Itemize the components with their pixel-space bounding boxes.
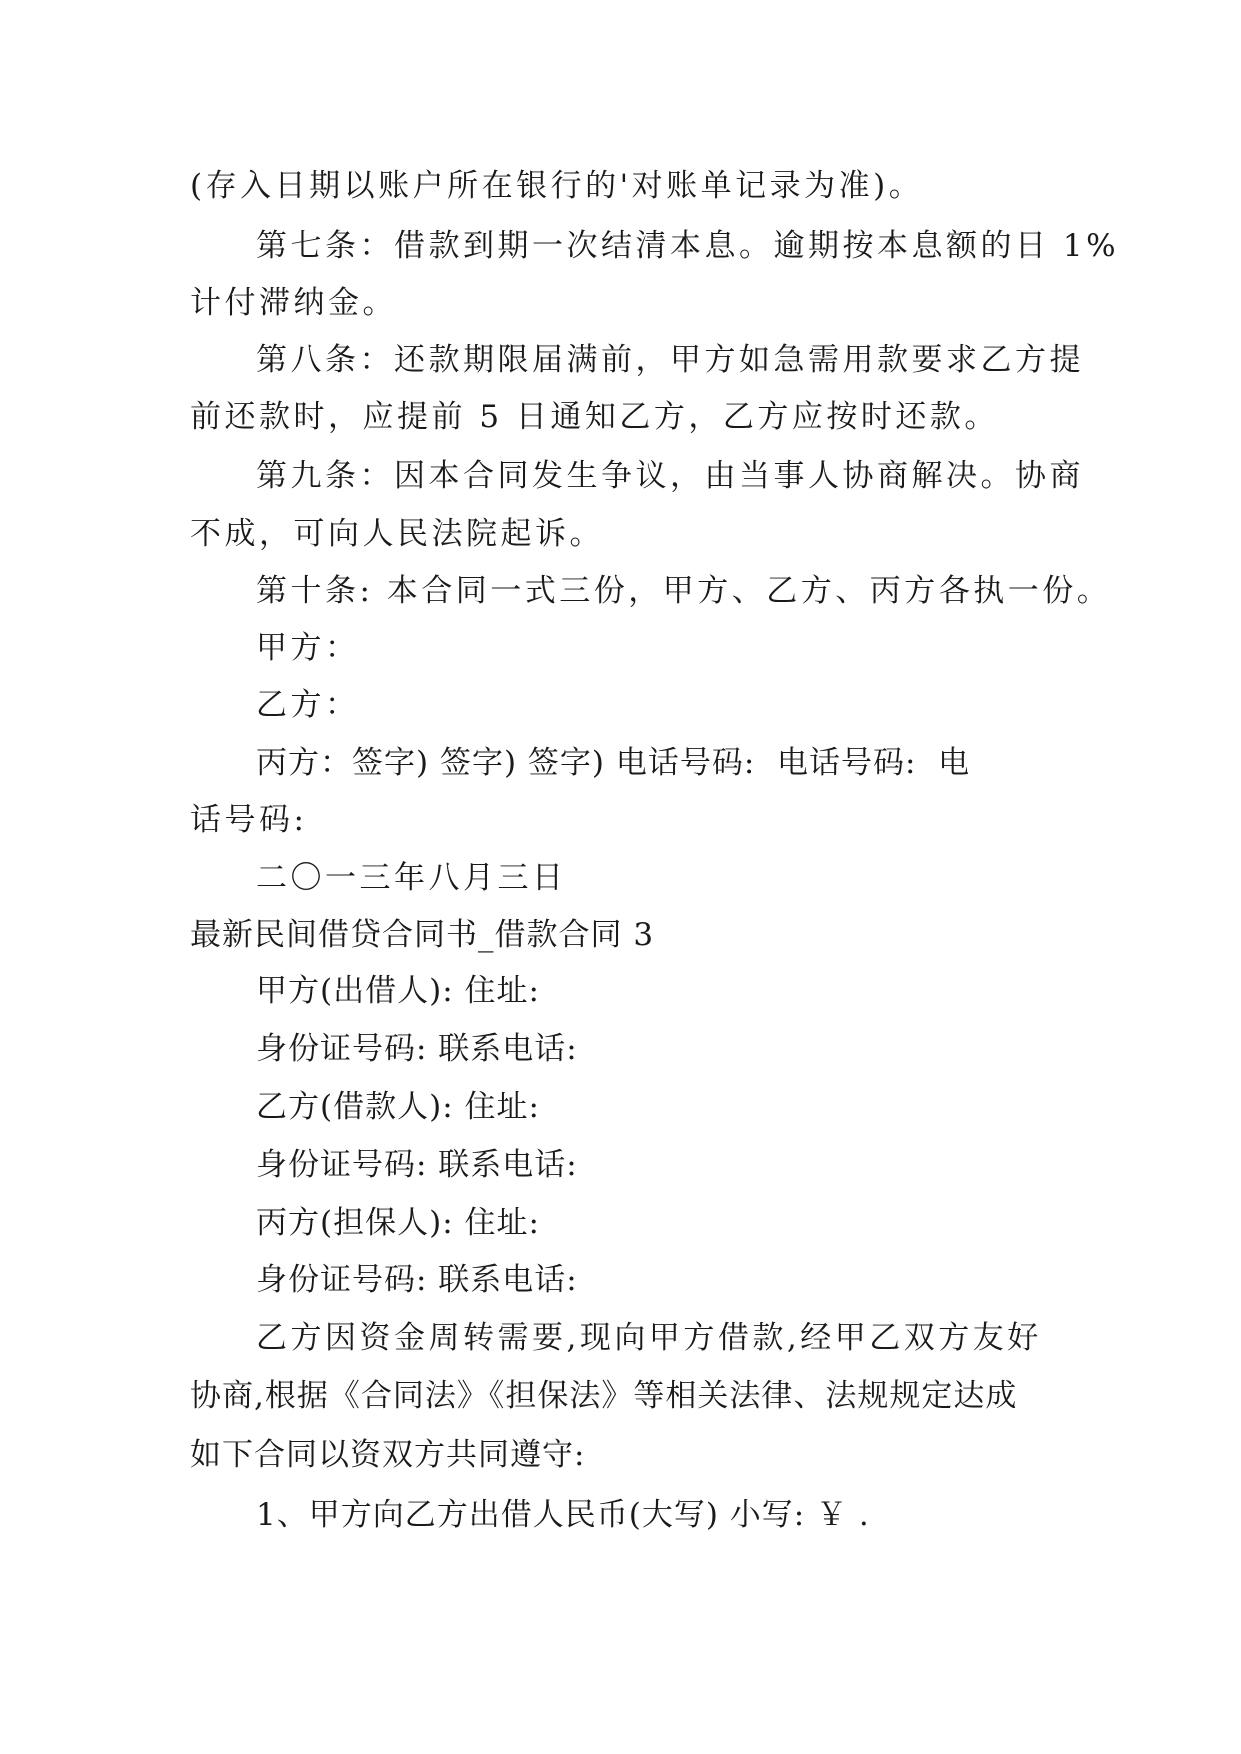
text-line-guarantor-id-phone: 身份证号码: 联系电话: (256, 1262, 578, 1298)
text-line-article-7: 第七条：借款到期一次结清本息。逾期按本息额的日 1% (256, 228, 1120, 264)
text-line-party-a: 甲方： (256, 630, 360, 666)
section-heading: 最新民间借贷合同书_借款合同 3 (190, 917, 655, 953)
text-line-borrower-address: 乙方(借款人): 住址: (256, 1089, 540, 1125)
text-line-phone-cont: 话号码: (190, 802, 308, 838)
text-line-article-9-cont: 不成，可向人民法院起诉。 (190, 516, 604, 552)
text-line-borrower-id-phone: 身份证号码: 联系电话: (256, 1147, 578, 1183)
text-line-party-b: 乙方： (256, 687, 360, 723)
text-line-preamble-cont: 协商,根据《合同法》《担保法》等相关法律、法规规定达成 (190, 1378, 1018, 1414)
text-line-party-c-signatures: 丙方：签字) 签字) 签字) 电话号码: 电话号码: 电 (256, 745, 971, 781)
text-line-deposit-date-note: (存入日期以账户所在银行的'对账单记录为准)。 (190, 168, 924, 204)
text-line-lender-address: 甲方(出借人): 住址: (256, 973, 540, 1009)
text-line-article-8: 第八条：还款期限届满前，甲方如急需用款要求乙方提 (256, 342, 1084, 378)
text-line-guarantor-address: 丙方(担保人): 住址: (256, 1205, 540, 1241)
text-line-article-10: 第十条: 本合同一式三份，甲方、乙方、丙方各执一份。 (256, 573, 1112, 609)
text-line-lender-id-phone: 身份证号码: 联系电话: (256, 1031, 578, 1067)
text-line-clause-1: 1、甲方向乙方出借人民币(大写) 小写: ￥ . (256, 1497, 870, 1533)
text-line-article-7-cont: 计付滞纳金。 (190, 285, 397, 321)
text-line-article-8-cont: 前还款时，应提前 5 日通知乙方，乙方应按时还款。 (190, 399, 999, 435)
text-line-article-9: 第九条：因本合同发生争议，由当事人协商解决。协商 (256, 458, 1084, 494)
text-line-date: 二〇一三年八月三日 (256, 860, 567, 896)
text-line-preamble: 乙方因资金周转需要,现向甲方借款,经甲乙双方友好 (256, 1320, 1042, 1356)
text-line-preamble-end: 如下合同以资双方共同遵守: (190, 1437, 586, 1473)
